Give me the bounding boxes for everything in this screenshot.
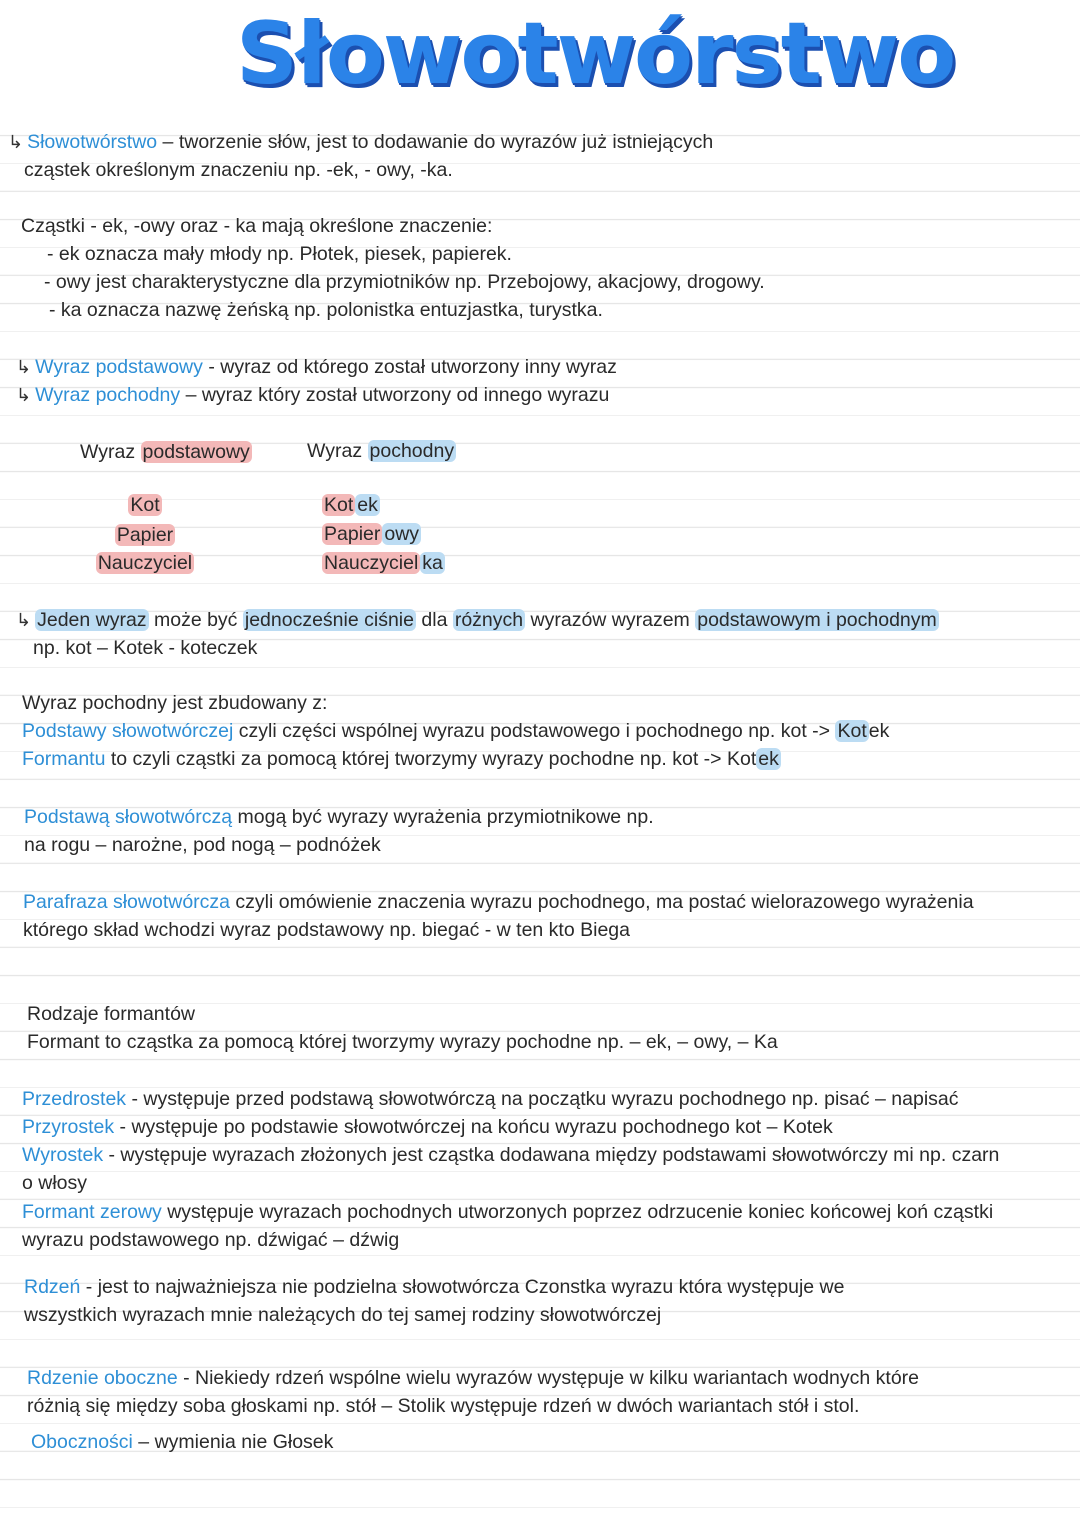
- table-row-derived: [322, 494, 380, 517]
- formant-zerowy-line: [22, 1201, 993, 1224]
- header-highlight: podstawowy: [142, 441, 250, 463]
- term-podstawa: Podstawy słowotwórczej: [22, 720, 234, 742]
- text: – wymienia nie Głosek: [132, 1431, 334, 1453]
- rodzaje-heading: Rodzaje formantów: [27, 1003, 195, 1025]
- term-formant-zerowy: Formant zerowy: [22, 1201, 162, 1223]
- term-rdzenie-oboczne: Rdzenie oboczne: [27, 1367, 178, 1389]
- jeden-wyraz-line: [16, 609, 939, 632]
- podstawa-example: na rogu – narożne, pod nogą – podnóżek: [24, 834, 381, 856]
- text: czyli omówienie znaczenia wyrazu pochodnego, ma postać wielorazowego wyrażenia: [230, 891, 974, 913]
- definition-text: – wyraz który został utworzony od innego wyrazu: [180, 384, 610, 406]
- jeden-wyraz-example: np. kot – Kotek - koteczek: [33, 637, 258, 659]
- term-podstawa-slowotworcza: Podstawą słowotwórczą: [24, 806, 233, 828]
- text: czyli części wspólnej wyrazu podstawowego i pochodnego np. kot ->: [233, 720, 836, 742]
- text: występuje wyrazach pochodnych utworzonych poprzez odrzucenie koniec końcowej koń cząstki: [161, 1201, 994, 1223]
- rdzenie-oboczne-line: [27, 1367, 919, 1390]
- term-slowotworstwo: Słowotwórstwo: [27, 131, 158, 153]
- rdzenie-oboczne-line-2: różnią się między soba głoskami np. stół – Stolik występuje rdzeń w dwóch wariantach stół i stol.: [27, 1395, 860, 1417]
- particle-item-ek: - ek oznacza mały młody np. Płotek, piesek, papierek.: [47, 243, 512, 265]
- formant-zerowy-line-2: wyrazu podstawowego np. dźwigać – dźwig: [22, 1229, 400, 1251]
- przedrostek-line: [22, 1088, 959, 1111]
- rdzen-line-2: wszystkich wyrazach mnie należących do tej samej rodziny słowotwórczej: [24, 1304, 662, 1326]
- term-parafraza: Parafraza słowotwórcza: [23, 891, 230, 913]
- rodzaje-definition: Formant to cząstka za pomocą której tworzymy wyrazy pochodne np. – ek, – owy, – Ka: [27, 1031, 778, 1053]
- page-title: Słowotwórstwo: [236, 4, 955, 104]
- przyrostek-line: [22, 1116, 833, 1139]
- text: - występuje po podstawie słowotwórczej na końcu wyrazu pochodnego kot – Kotek: [114, 1116, 833, 1138]
- obocznosci-line: [31, 1431, 333, 1454]
- header-highlight: pochodny: [369, 440, 455, 462]
- table-row-derived: [322, 523, 421, 546]
- term-formant: Formantu: [22, 748, 106, 770]
- arrow-icon: ↳: [16, 610, 32, 630]
- highlight: Kot: [837, 720, 867, 742]
- text: może być: [148, 609, 243, 631]
- structure-podstawa: [22, 720, 889, 743]
- arrow-icon: ↳: [16, 357, 32, 377]
- base-word: Kot: [130, 494, 160, 516]
- highlight: ek: [758, 748, 779, 770]
- structure-formant: [22, 748, 781, 771]
- term-przyrostek: Przyrostek: [22, 1116, 115, 1138]
- intro-line-1: [8, 131, 713, 154]
- intro-text: – tworzenie słów, jest to dodawanie do wyrazów już istniejących: [157, 131, 714, 153]
- table-row-base: [83, 552, 207, 575]
- particle-item-ka: - ka oznacza nazwę żeńską np. polonistka entuzjastka, turystka.: [49, 299, 603, 321]
- highlight: jednocześnie ciśnie: [244, 609, 414, 631]
- term-obocznosci: Oboczności: [31, 1431, 133, 1453]
- rdzen-line: [24, 1276, 844, 1299]
- structure-heading: Wyraz pochodny jest zbudowany z:: [22, 692, 328, 714]
- text: - jest to najważniejsza nie podzielna słowotwórcza Czonstka wyrazu która występuje we: [80, 1276, 845, 1298]
- base-word: Nauczyciel: [97, 552, 193, 574]
- derived-base-part: Papier: [324, 523, 381, 545]
- definition-pochodny: [16, 384, 609, 407]
- parafraza-line-2: którego skład wchodzi wyraz podstawowy np. biegać - w ten kto Biega: [23, 919, 630, 941]
- intro-line-2: cząstek określonym znaczeniu np. -ek, - owy, -ka.: [24, 159, 453, 181]
- wyrostek-line: [22, 1144, 999, 1167]
- table-row-base: [83, 524, 207, 547]
- term-wyrostek: Wyrostek: [22, 1144, 104, 1166]
- header-word: Wyraz: [307, 440, 368, 462]
- derived-formant-part: ek: [357, 494, 378, 516]
- text: dla: [415, 609, 453, 631]
- text: mogą być wyrazy wyrażenia przymiotnikowe np.: [232, 806, 654, 828]
- arrow-icon: ↳: [8, 132, 24, 152]
- podstawa-line: [24, 806, 654, 829]
- highlight: Jeden wyraz: [37, 609, 147, 631]
- particles-heading: Cząstki - ek, -owy oraz - ka mają określone znaczenie:: [21, 215, 493, 237]
- text: to czyli cząstki za pomocą której tworzymy wyrazy pochodne np. kot -> Kot: [105, 748, 757, 770]
- text: - występuje wyrazach złożonych jest cząstka dodawana między podstawami słowotwórczy mi np. czarn: [103, 1144, 1000, 1166]
- definition-podstawowy: [16, 356, 617, 379]
- text: wyrazów wyrazem: [525, 609, 696, 631]
- table-header-derived: [307, 440, 456, 463]
- text: ek: [868, 720, 890, 742]
- text: - występuje przed podstawą słowotwórczą na początku wyrazu pochodnego np. pisać – napisać: [126, 1088, 959, 1110]
- definition-text: - wyraz od którego został utworzony inny wyraz: [202, 356, 617, 378]
- table-row-derived: [322, 552, 445, 575]
- derived-base-part: Nauczyciel: [324, 552, 419, 574]
- derived-formant-part: owy: [384, 523, 420, 545]
- table-row-base: [83, 494, 207, 517]
- derived-base-part: Kot: [324, 494, 354, 516]
- term-rdzen: Rdzeń: [24, 1276, 81, 1298]
- particle-item-owy: - owy jest charakterystyczne dla przymiotników np. Przebojowy, akacjowy, drogowy.: [44, 271, 765, 293]
- text: - Niekiedy rdzeń wspólne wielu wyrazów występuje w kilku wariantach wodnych które: [177, 1367, 920, 1389]
- highlight: podstawowym i pochodnym: [697, 609, 937, 631]
- term-wyraz-pochodny: Wyraz pochodny: [35, 384, 181, 406]
- wyrostek-line-2: o włosy: [22, 1172, 88, 1194]
- derived-formant-part: ka: [422, 552, 443, 574]
- term-wyraz-podstawowy: Wyraz podstawowy: [35, 356, 203, 378]
- header-word: Wyraz: [80, 441, 141, 463]
- base-word: Papier: [116, 524, 174, 546]
- arrow-icon: ↳: [16, 385, 32, 405]
- table-header-base: [80, 441, 252, 464]
- highlight: różnych: [454, 609, 524, 631]
- term-przedrostek: Przedrostek: [22, 1088, 127, 1110]
- parafraza-line: [23, 891, 974, 914]
